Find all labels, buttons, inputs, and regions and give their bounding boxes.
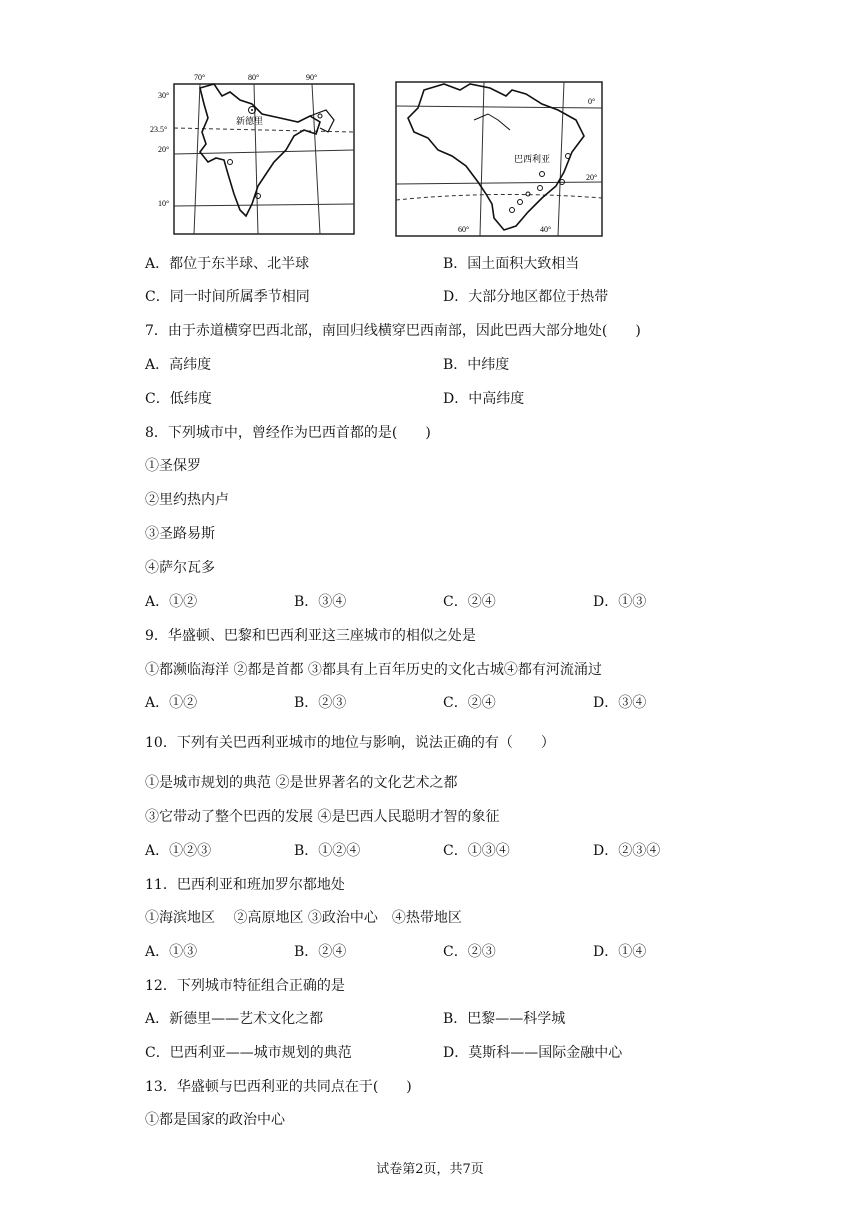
q11-option-c: C．②③ bbox=[443, 944, 496, 960]
q13-stem: 13．华盛顿与巴西利亚的共同点在于( ) bbox=[145, 1079, 412, 1095]
q8-item-3: ③圣路易斯 bbox=[145, 526, 215, 542]
q9-stem: 9．华盛顿、巴黎和巴西利亚这三座城市的相似之处是 bbox=[145, 628, 476, 644]
q12-option-d: D．莫斯科——国际金融中心 bbox=[443, 1045, 623, 1061]
new-delhi-label: 新德里 bbox=[236, 117, 264, 127]
q6-option-c: C．同一时间所属季节相同 bbox=[145, 289, 310, 305]
india-lat-label-30: 30° bbox=[158, 91, 170, 100]
q8-option-d: D．①③ bbox=[593, 594, 647, 610]
brasilia-label: 巴西利亚 bbox=[514, 155, 551, 165]
brazil-lat-label-20: 20° bbox=[586, 173, 598, 182]
q10-option-b: B．①②④ bbox=[294, 843, 361, 859]
q8-item-4: ④萨尔瓦多 bbox=[145, 560, 215, 576]
india-lat-label-23: 23.5° bbox=[150, 125, 168, 134]
q9-option-b: B．②③ bbox=[294, 695, 347, 711]
q8-option-b: B．③④ bbox=[294, 594, 347, 610]
q7-option-b: B．中纬度 bbox=[443, 357, 510, 373]
india-map bbox=[150, 70, 360, 240]
q8-item-1: ①圣保罗 bbox=[145, 458, 201, 474]
q12-option-c: C．巴西利亚——城市规划的典范 bbox=[145, 1045, 352, 1061]
q10-option-d: D．②③④ bbox=[593, 843, 661, 859]
brazil-lon-label-60: 60° bbox=[458, 225, 470, 234]
q6-option-d: D．大部分地区都位于热带 bbox=[443, 289, 609, 305]
q11-option-b: B．②④ bbox=[294, 944, 347, 960]
q7-option-c: C．低纬度 bbox=[145, 391, 212, 407]
q13-item-1: ①都是国家的政治中心 bbox=[145, 1112, 285, 1128]
india-lon-label-90: 90° bbox=[306, 73, 318, 82]
q8-option-c: C．②④ bbox=[443, 594, 496, 610]
q8-stem: 8．下列城市中，曾经作为巴西首都的是( ) bbox=[145, 425, 431, 441]
q11-option-d: D．①④ bbox=[593, 944, 647, 960]
q12-option-a: A．新德里——艺术文化之都 bbox=[145, 1011, 324, 1027]
q9-option-a: A．①② bbox=[145, 695, 198, 711]
q10-items-line1: ①是城市规划的典范 ②是世界著名的文化艺术之都 bbox=[145, 775, 458, 791]
q8-option-a: A．①② bbox=[145, 594, 198, 610]
brazil-lat-label-0: 0° bbox=[588, 97, 596, 106]
map-figures bbox=[148, 70, 788, 240]
q6-option-a: A．都位于东半球、北半球 bbox=[145, 256, 310, 272]
q11-option-a: A．①③ bbox=[145, 944, 198, 960]
q11-items: ①海滨地区 ②高原地区 ③政治中心 ④热带地区 bbox=[145, 910, 462, 926]
india-lat-label-10: 10° bbox=[158, 199, 170, 208]
q9-option-c: C．②④ bbox=[443, 695, 496, 711]
q12-option-b: B．巴黎——科学城 bbox=[443, 1011, 566, 1027]
q6-option-b: B．国土面积大致相当 bbox=[443, 256, 580, 272]
q8-item-2: ②里约热内卢 bbox=[145, 492, 229, 508]
q7-stem: 7．由于赤道横穿巴西北部，南回归线横穿巴西南部，因此巴西大部分地处( ) bbox=[145, 323, 641, 339]
q10-stem: 10．下列有关巴西利亚城市的地位与影响，说法正确的有（ ） bbox=[145, 735, 555, 751]
india-lon-label-70: 70° bbox=[194, 73, 206, 82]
q10-items-line2: ③它带动了整个巴西的发展 ④是巴西人民聪明才智的象征 bbox=[145, 809, 500, 825]
brazil-lon-label-40: 40° bbox=[540, 225, 552, 234]
q12-stem: 12．下列城市特征组合正确的是 bbox=[145, 978, 345, 994]
q10-option-c: C．①③④ bbox=[443, 843, 510, 859]
page-footer: 试卷第2页，共7页 bbox=[376, 1162, 484, 1177]
brazil-map bbox=[394, 70, 614, 240]
q11-stem: 11．巴西利亚和班加罗尔都地处 bbox=[145, 877, 345, 893]
brazil-map-svg bbox=[394, 70, 614, 240]
india-lat-label-20: 20° bbox=[158, 145, 170, 154]
q10-option-a: A．①②③ bbox=[145, 843, 212, 859]
india-lon-label-80: 80° bbox=[248, 73, 260, 82]
q7-option-d: D．中高纬度 bbox=[443, 391, 525, 407]
india-map-svg bbox=[150, 70, 360, 240]
q7-option-a: A．高纬度 bbox=[145, 357, 212, 373]
q9-option-d: D．③④ bbox=[593, 695, 647, 711]
q9-items: ①都濒临海洋 ②都是首都 ③都具有上百年历史的文化古城④都有河流涌过 bbox=[145, 662, 602, 678]
